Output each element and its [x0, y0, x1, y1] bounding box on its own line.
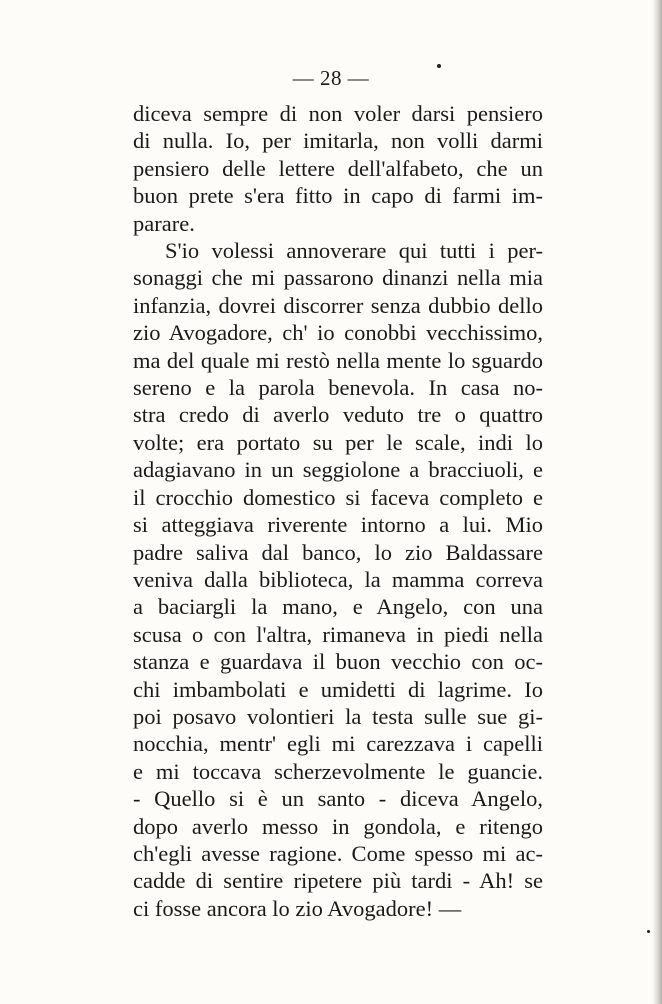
text-line: ma del quale mi restò nella mente lo sguardo [133, 347, 543, 373]
text-line: si atteggiava riverente intorno a lui. Mio [133, 512, 543, 538]
text-line: parare. [133, 210, 195, 236]
ink-speck [647, 930, 650, 933]
text-line: zio Avogadore, ch' io conobbi vecchissimo, [133, 320, 543, 346]
text-line: veniva dalla biblioteca, la mamma correva [133, 566, 543, 592]
text-line: S'io volessi annoverare qui tutti i per- [165, 238, 543, 264]
text-line: a baciargli la mano, e Angelo, con una [133, 594, 543, 620]
text-line: chi imbambolati e umidetti di lagrime. Io [133, 676, 543, 702]
text-line: diceva sempre di non voler darsi pensiero [133, 101, 543, 126]
text-line: volte; era portato su per le scale, indi lo [133, 429, 543, 455]
text-line: sereno e la parola benevola. In casa no- [133, 375, 543, 401]
text-line: cadde di sentire ripetere più tardi - Ah! se [133, 868, 543, 894]
text-line: poi posavo volontieri la testa sulle sue gi- [133, 703, 543, 729]
page-edge-shadow [652, 0, 662, 1004]
text-line: di nulla. Io, per imitarla, non volli darmi [133, 128, 543, 154]
text-line: sonaggi che mi passarono dinanzi nella mia [133, 265, 543, 291]
text-line: il crocchio domestico si faceva completo e [133, 484, 543, 510]
body-text [133, 100, 543, 922]
text-line: padre saliva dal banco, lo zio Baldassare [133, 539, 543, 565]
text-line: scusa o con l'altra, rimaneva in piedi nella [133, 621, 543, 647]
page-number: — 28 — [292, 66, 370, 90]
text-line: ci fosse ancora lo zio Avogadore! — [133, 895, 462, 921]
text-line: dopo averlo messo in gondola, e ritengo [133, 813, 543, 839]
text-line: infanzia, dovrei discorrer senza dubbio dello [133, 292, 543, 318]
text-line: e mi toccava scherzevolmente le guancie. [133, 758, 543, 784]
text-line: pensiero delle lettere dell'alfabeto, che un [133, 155, 543, 181]
text-line: stanza e guardava il buon vecchio con oc- [133, 649, 543, 675]
text-line: buon prete s'era fitto in capo di farmi im- [133, 183, 543, 209]
ink-speck [437, 64, 441, 68]
text-line: nocchia, mentr' egli mi carezzava i capelli [133, 731, 543, 757]
text-line: adagiavano in un seggiolone a bracciuoli, e [133, 457, 543, 483]
text-line: - Quello si è un santo - diceva Angelo, [133, 786, 543, 812]
text-line: stra credo di averlo veduto tre o quattro [133, 402, 543, 428]
text-line: ch'egli avesse ragione. Come spesso mi ac- [133, 840, 543, 866]
